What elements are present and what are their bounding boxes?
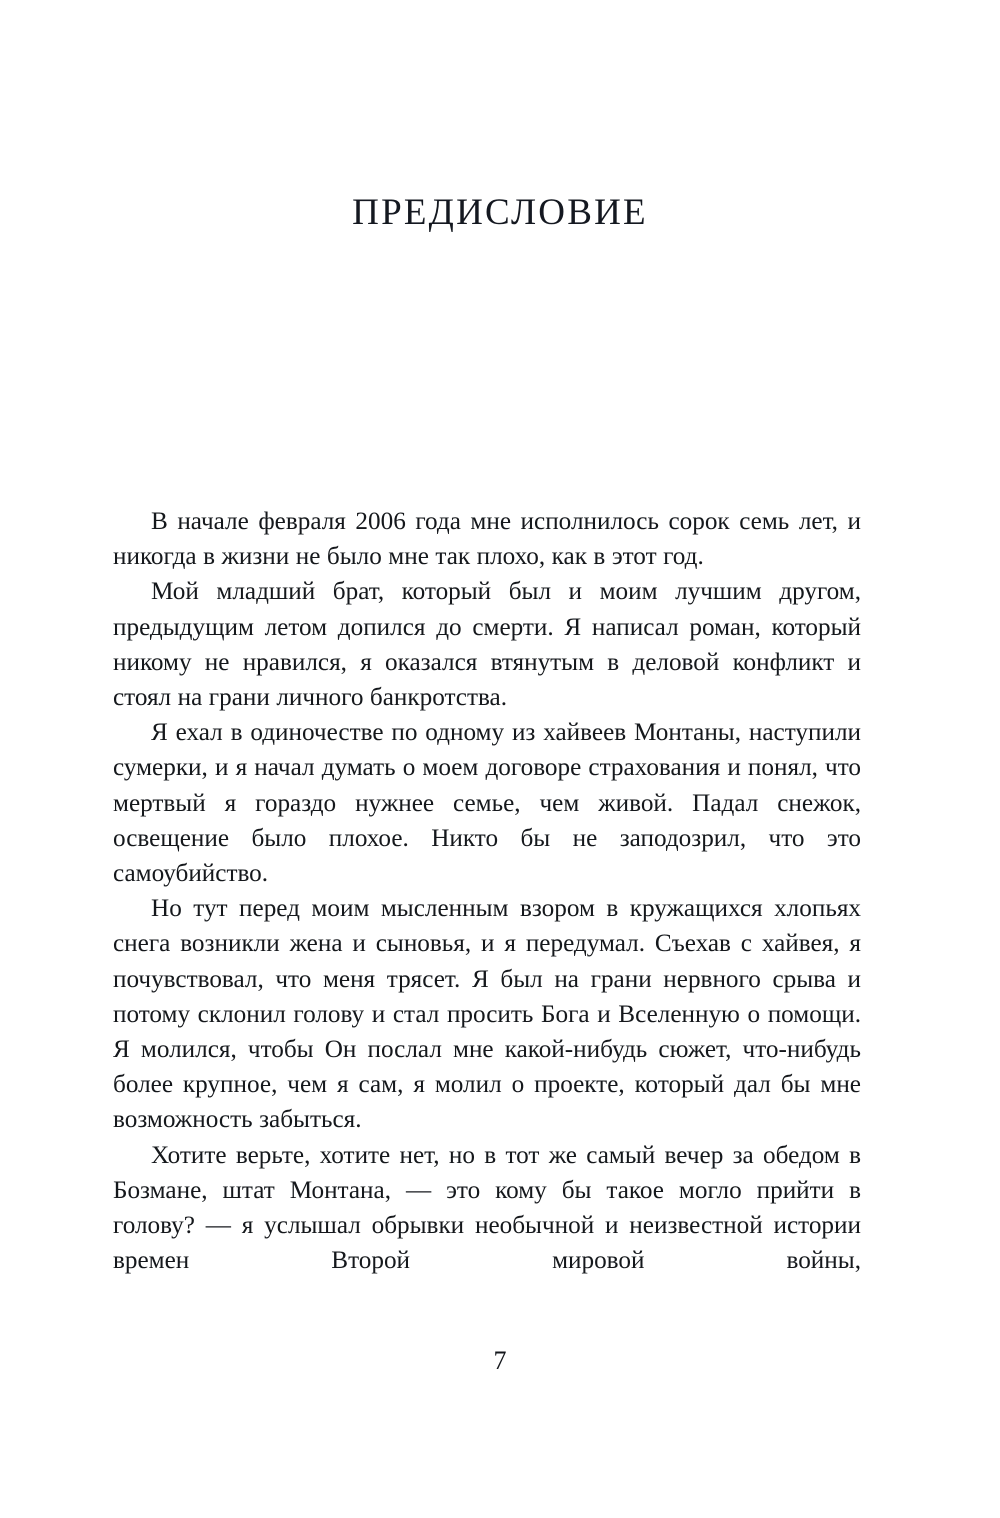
body-text <box>113 504 861 1314</box>
paragraph: Я ехал в одиночестве по одному из хайвеев Монтаны, наступили сумерки, и я начал думать о моем договоре страхования и понял, что мертвый я гораздо нужнее семье, чем живой. Падал снежок, освещение было плохое. Никто бы не заподозрил, что это самоубийство. <box>113 719 861 888</box>
page-number: 7 <box>493 1346 507 1375</box>
paragraph: В начале февраля 2006 года мне исполнилось сорок семь лет, и никогда в жизни не было мне так плохо, как в этот год. <box>113 508 861 571</box>
page-title: ПРЕДИСЛОВИЕ <box>352 191 648 233</box>
paragraph: Но тут перед моим мысленным взором в кружащихся хлопьях снега возникли жена и сыновья, и я передумал. Съехав с хайвея, я почувствовал, что меня трясет. Я был на грани нервного срыва и потому склонил голову и стал просить Бога и Вселенную о помощи. Я молился, чтобы Он послал мне какой-нибудь сюжет, что-нибудь более крупное, чем я сам, я молил о проекте, который дал бы мне возможность забыться. <box>113 895 861 1134</box>
paragraph: Мой младший брат, который был и моим лучшим другом, предыдущим летом допился до смерти. Я написал роман, который никому не нравился, я оказался втянутым в деловой конфликт и стоял на грани личного банкротства. <box>113 578 861 712</box>
paragraph: Хотите верьте, хотите нет, но в тот же самый вечер за обедом в Бозмане, штат Монтана, — это кому бы такое могло прийти в голову? — я услышал обрывки необычной и неизвестной истории времен Второй мировой войны, <box>113 1141 861 1275</box>
